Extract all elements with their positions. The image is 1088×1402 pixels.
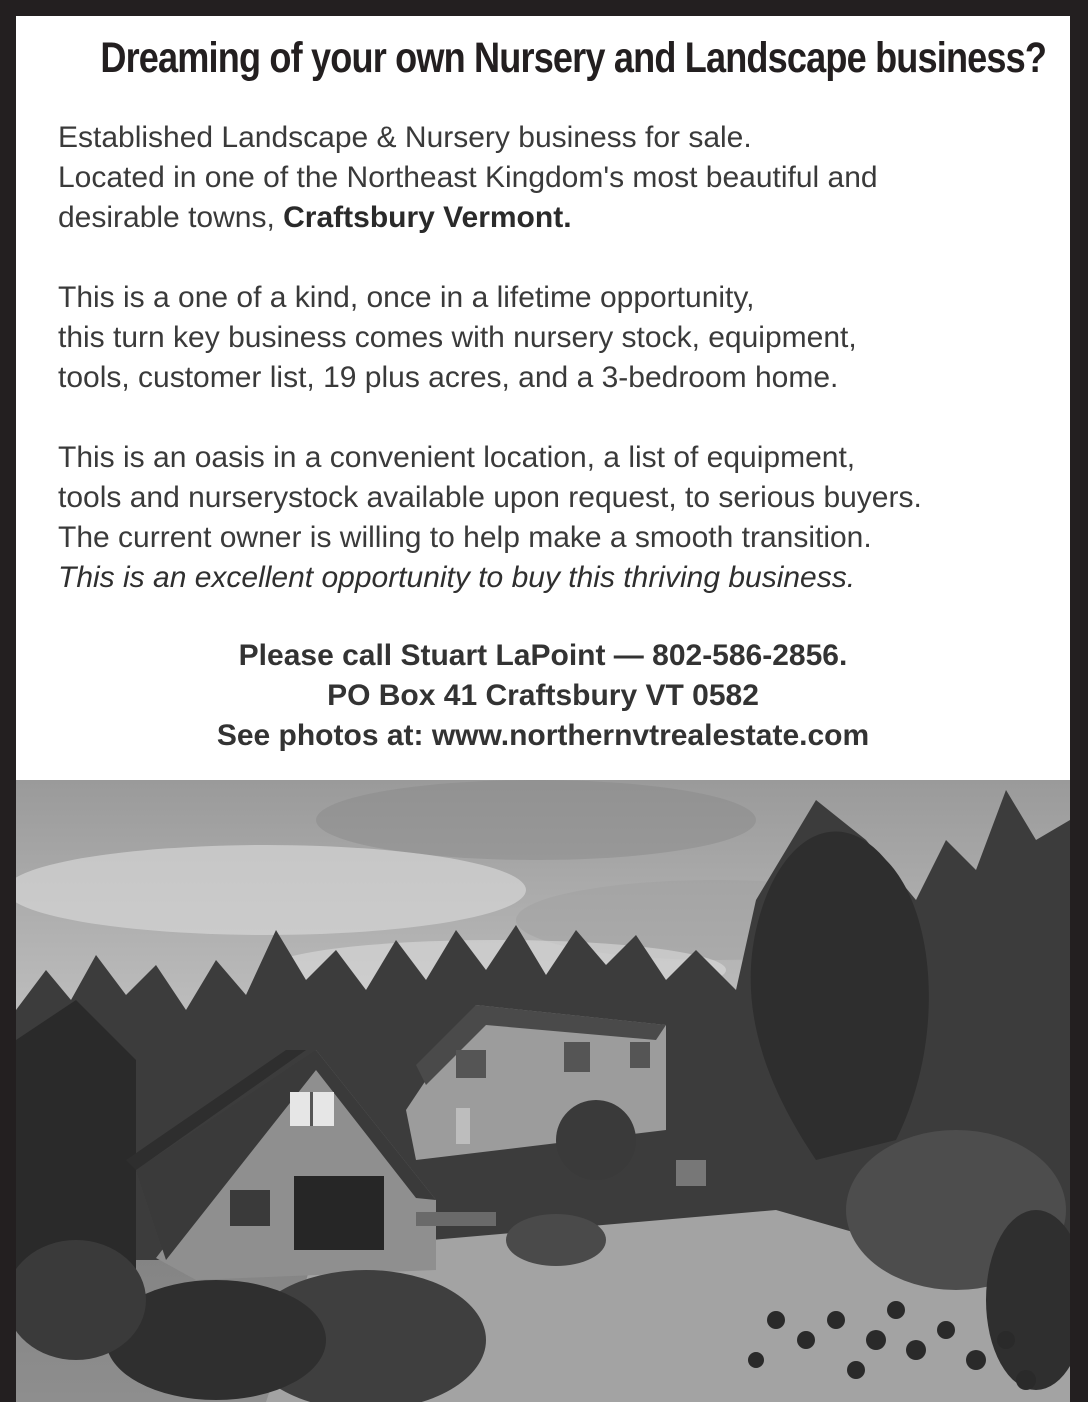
property-photo: [16, 780, 1070, 1402]
intro-line-2: Located in one of the Northeast Kingdom's most beautiful and: [58, 161, 878, 194]
details-line-2: tools and nurserystock available upon request, to serious buyers.: [58, 481, 922, 514]
paragraph-details: [58, 438, 1058, 598]
website-line: See photos at: www.northernvtrealestate.com: [216, 719, 870, 752]
intro-line-3-text: desirable towns,: [58, 201, 284, 234]
details-line-1: This is an oasis in a convenient location, a list of equipment,: [58, 441, 856, 474]
details-line-4: This is an excellent opportunity to buy this thriving business.: [58, 561, 856, 594]
paragraph-intro: [58, 118, 1058, 238]
contact-block: [16, 636, 1070, 756]
offer-line-3: tools, customer list, 19 plus acres, and a 3-bedroom home.: [58, 361, 839, 394]
intro-line-1: Established Landscape & Nursery business for sale.: [58, 121, 752, 154]
offer-line-1: This is a one of a kind, once in a lifetime opportunity,: [58, 281, 755, 314]
headline: Dreaming of your own Nursery and Landscape business?: [100, 34, 1047, 82]
intro-line-3: [58, 198, 1058, 238]
phone-line: Please call Stuart LaPoint — 802-586-2856.: [238, 639, 848, 672]
offer-line-2: this turn key business comes with nursery stock, equipment,: [58, 321, 857, 354]
description: [58, 118, 1058, 638]
location-name: Craftsbury Vermont.: [283, 201, 572, 234]
details-line-3: The current owner is willing to help make a smooth transition.: [58, 521, 872, 554]
paragraph-offer: [58, 278, 1058, 398]
address-line: PO Box 41 Craftsbury VT 0582: [327, 679, 759, 712]
advertisement: [16, 16, 1070, 1402]
